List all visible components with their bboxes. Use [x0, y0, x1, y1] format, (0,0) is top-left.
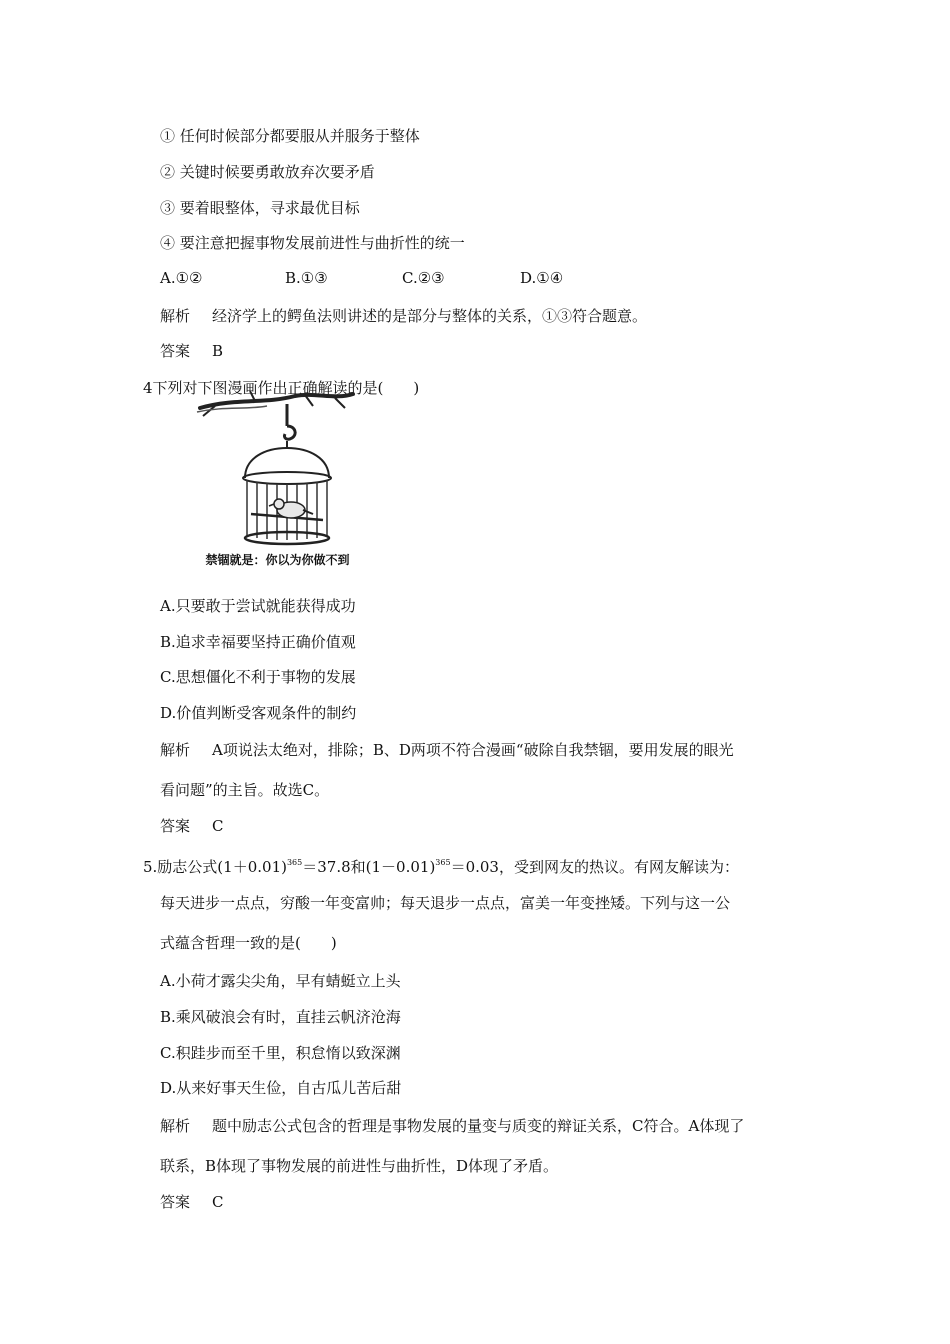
q5-analysis-line2: 联系，B体现了事物发展的前进性与曲折性，D体现了矛盾。	[160, 1157, 559, 1175]
stem-text: 5.励志公式(1＋0.01)	[143, 858, 287, 876]
q3-analysis	[160, 306, 647, 326]
q3-option-b: B.①③	[285, 269, 328, 287]
answer-label: 答案	[160, 342, 191, 360]
answer-value: C	[212, 817, 224, 835]
q4-option-d: D.价值判断受客观条件的制约	[160, 704, 357, 722]
statement-4: ④ 要注意把握事物发展前进性与曲折性的统一	[160, 234, 465, 252]
analysis-text-line1: 题中励志公式包含的哲理是事物发展的量变与质变的辩证关系，C符合。A体现了	[212, 1117, 745, 1135]
answer-value: B	[212, 342, 224, 360]
q5-analysis	[160, 1116, 744, 1136]
q5-stem-line3: 式蕴含哲理一致的是( )	[160, 934, 337, 952]
exponent: 365	[286, 858, 303, 867]
statement-2: ② 关键时候要勇敢放弃次要矛盾	[160, 163, 375, 181]
statement-1: ① 任何时候部分都要服从并服务于整体	[160, 127, 420, 145]
figure-caption: 禁锢就是：你以为你做不到	[205, 553, 350, 567]
q3-option-a: A.①②	[160, 269, 203, 287]
exponent: 365	[435, 858, 451, 867]
q4-analysis	[160, 740, 734, 760]
analysis-text: 经济学上的鳄鱼法则讲述的是部分与整体的关系，①③符合题意。	[212, 307, 648, 325]
q3-option-c: C.②③	[402, 269, 445, 287]
q3-option-d: D.①④	[520, 269, 564, 287]
q4-option-b: B.追求幸福要坚持正确价值观	[160, 633, 356, 651]
analysis-label: 解析	[160, 741, 191, 759]
q4-stem: 4下列对下图漫画作出正确解读的是( )	[143, 379, 420, 397]
q5-answer	[160, 1192, 224, 1212]
birdcage-illustration	[195, 386, 365, 546]
q4-option-a: A.只要敢于尝试就能获得成功	[160, 597, 356, 615]
cartoon-birdcage	[195, 386, 365, 572]
q5-option-a: A.小荷才露尖尖角，早有蜻蜓立上头	[160, 972, 401, 990]
stem-text: ＝0.03，受到网友的热议。有网友解读为：	[450, 858, 739, 876]
q3-answer	[160, 341, 223, 361]
analysis-label: 解析	[160, 307, 191, 325]
q4-analysis-line2: 看问题”的主旨。故选C。	[160, 781, 330, 799]
q5-option-d: D.从来好事天生俭，自古瓜儿苦后甜	[160, 1079, 402, 1097]
q5-option-b: B.乘风破浪会有时，直挂云帆济沧海	[160, 1008, 401, 1026]
analysis-text-line1: A项说法太绝对，排除；B、D两项不符合漫画“破除自我禁锢，要用发展的眼光	[212, 741, 734, 759]
answer-label: 答案	[160, 1193, 191, 1211]
q3-options	[160, 268, 680, 288]
q5-stem-line1	[143, 853, 739, 877]
q5-stem-line2: 每天进步一点点，穷酸一年变富帅；每天退步一点点，富美一年变挫矮。下列与这一公	[160, 894, 731, 912]
answer-label: 答案	[160, 817, 191, 835]
statement-3: ③ 要着眼整体，寻求最优目标	[160, 199, 360, 217]
answer-value: C	[212, 1193, 224, 1211]
q4-answer	[160, 816, 224, 836]
q5-option-c: C.积跬步而至千里，积怠惰以致深渊	[160, 1044, 401, 1062]
q4-option-c: C.思想僵化不利于事物的发展	[160, 668, 356, 686]
analysis-label: 解析	[160, 1117, 191, 1135]
stem-text: ＝37.8和(1－0.01)	[302, 858, 436, 876]
